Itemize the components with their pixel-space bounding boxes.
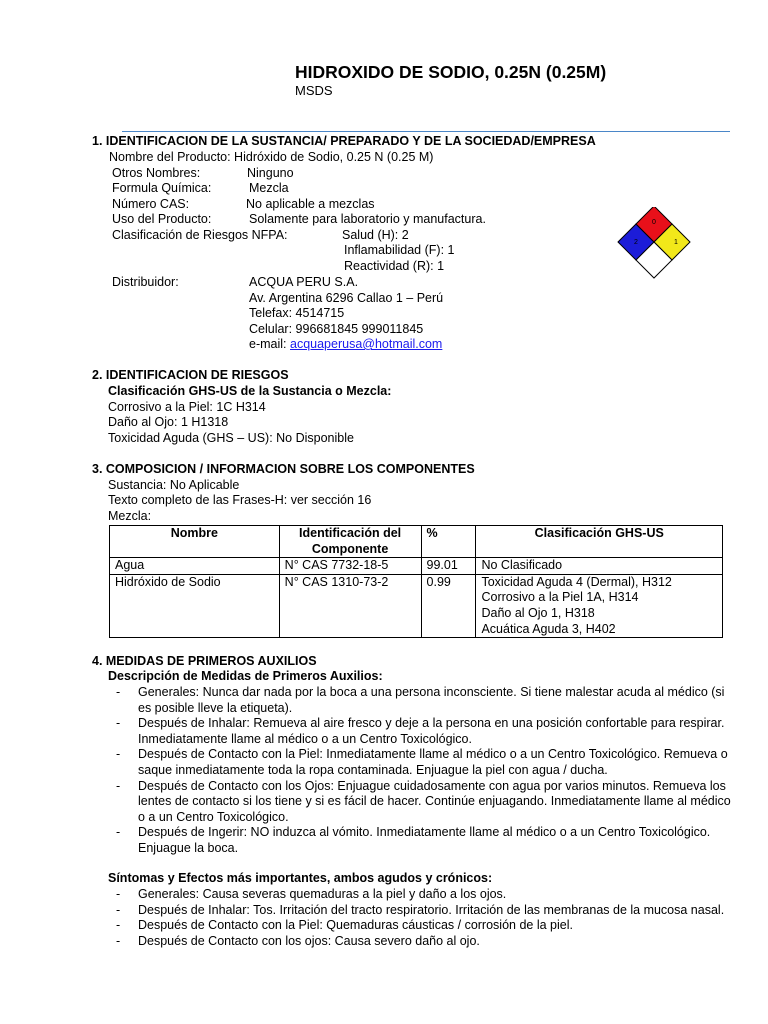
dash-bullet: -: [116, 685, 121, 699]
dash-bullet: -: [116, 933, 121, 948]
distributor-name: ACQUA PERU S.A.: [249, 275, 359, 289]
table-row: [110, 558, 723, 575]
distributor-cell: Celular: 996681845 999011845: [249, 322, 424, 336]
table-row: [110, 574, 723, 637]
section-2-heading: 2. IDENTIFICACION DE RIESGOS: [92, 368, 289, 382]
s2-line-1: Corrosivo a la Piel: 1C H314: [108, 400, 266, 414]
cas-label: Número CAS:: [112, 197, 190, 211]
email-link[interactable]: acquaperusa@hotmail.com: [290, 337, 443, 351]
list-item: - Después de Contacto con los ojos: Causa severo daño al ojo.: [116, 933, 480, 948]
table-header-cell: %: [421, 526, 476, 558]
use-label: Uso del Producto:: [112, 212, 212, 226]
distributor-phone: Telefax: 4514715: [249, 306, 345, 320]
s2-line-3: Toxicidad Aguda (GHS – US): No Disponible: [108, 431, 354, 445]
table-header-cell: Clasificación GHS-US: [476, 526, 723, 558]
list-item: - Generales: Causa severas quemaduras a la piel y daño a los ojos.: [116, 887, 507, 901]
document-subtitle: MSDS: [295, 83, 333, 98]
table-cell: [476, 574, 723, 637]
s2-line-2: Daño al Ojo: 1 H1318: [108, 415, 229, 429]
distributor-address: Av. Argentina 6296 Callao 1 – Perú: [249, 291, 444, 305]
table-cell: Hidróxido de Sodio: [110, 574, 280, 637]
nfpa-fire-value: 0: [652, 219, 656, 226]
table-cell: N° CAS 7732-18-5: [279, 558, 421, 575]
table-cell: Agua: [110, 558, 280, 575]
nfpa-reactivity: Reactividad (R): 1: [344, 259, 445, 273]
table-header-row: [110, 526, 723, 558]
dash-bullet: -: [116, 778, 121, 793]
ghs-line: Corrosivo a la Piel 1A, H314: [481, 590, 639, 605]
distributor-email-row: [249, 337, 442, 353]
nfpa-health: Salud (H): 2: [342, 228, 409, 242]
dash-bullet: -: [116, 902, 121, 917]
ghs-line: Acuática Aguda 3, H402: [481, 621, 616, 636]
table-cell: N° CAS 1310-73-2: [279, 574, 421, 637]
nfpa-diamond-icon: [614, 207, 694, 281]
list-item: - Después de Inhalar: Remueva al aire fresco y deje a la persona en una posición confortable para respirar. Inmediatamente llame al médico o a un Centro Toxicológico.: [116, 716, 725, 746]
nfpa-label: Clasificación de Riesgos NFPA:: [112, 228, 288, 242]
s3-line-1: Sustancia: No Aplicable: [108, 478, 240, 492]
section-3-heading: 3. COMPOSICION / INFORMACION SOBRE LOS COMPONENTES: [92, 462, 475, 476]
list-item: - Después de Contacto con la Piel: Inmediatamente llame al médico o a un Centro Toxicológico. Remueva o saque inmediatamente toda la ropa contaminada. Enjuague la piel con agua / ducha.: [116, 747, 728, 777]
table-cell: No Clasificado: [476, 558, 723, 575]
composition-table: [109, 525, 723, 638]
use-value: Solamente para laboratorio y manufactura.: [249, 212, 486, 226]
table-cell: 99.01: [421, 558, 476, 575]
list-item: - Después de Ingerir: NO induzca al vómito. Inmediatamente llame al médico o a un Centro Toxicológico. Enjuague la boca.: [116, 825, 711, 855]
cas-value: No aplicable a mezclas: [246, 197, 375, 211]
product-name: Nombre del Producto: Hidróxido de Sodio, 0.25 N (0.25 M): [109, 150, 434, 164]
table-header-cell: Identificación del Componente: [279, 526, 421, 558]
table-header-cell: Nombre: [110, 526, 280, 558]
list-item: - Después de Inhalar: Tos. Irritación del tracto respiratorio. Irritación de las membranas de la mucosa nasal.: [116, 902, 725, 917]
other-names-value: Ninguno: [247, 166, 294, 180]
section-1-heading: 1. IDENTIFICACION DE LA SUSTANCIA/ PREPARADO Y DE LA SOCIEDAD/EMPRESA: [92, 134, 596, 148]
distributor-label: Distribuidor:: [112, 275, 179, 289]
header-rule: [122, 131, 730, 132]
dash-bullet: -: [116, 918, 121, 933]
ghs-line: Daño al Ojo 1, H318: [481, 605, 595, 620]
formula-value: Mezcla: [249, 181, 289, 195]
first-aid-list: [109, 685, 739, 857]
symptoms-list: [109, 887, 739, 949]
list-item: - Generales: Nunca dar nada por la boca a una persona inconsciente. Si tiene malestar acuda al médico (si es posible lleve la etiqueta).: [116, 685, 725, 715]
document-title: HIDROXIDO DE SODIO, 0.25N (0.25M): [295, 62, 607, 82]
formula-label: Formula Química:: [112, 181, 212, 195]
table-cell: 0.99: [421, 574, 476, 637]
nfpa-reactivity-value: 1: [674, 239, 678, 246]
s3-line-2: Texto completo de las Frases-H: ver sección 16: [108, 493, 372, 507]
nfpa-health-value: 2: [634, 239, 638, 246]
nfpa-flammability: Inflamabilidad (F): 1: [344, 243, 455, 257]
list-item: - Después de Contacto con la Piel: Quemaduras cáusticas / corrosión de la piel.: [116, 918, 573, 933]
dash-bullet: -: [116, 747, 121, 762]
list-item: - Después de Contacto con los Ojos: Enjuague cuidadosamente con agua por varios minutos. Remueva los lentes de contacto si los tiene y si es fácil de hacer. Continúe enjuagando. Inmediatamente llame al médico o a un Centro Toxicológico.: [116, 778, 731, 824]
section-4-heading: 4. MEDIDAS DE PRIMEROS AUXILIOS: [92, 654, 317, 668]
section-4-subheading-2: Síntomas y Efectos más importantes, ambos agudos y crónicos:: [108, 871, 493, 885]
section-4-subheading-1: Descripción de Medidas de Primeros Auxilios:: [108, 669, 383, 683]
ghs-line: Toxicidad Aguda 4 (Dermal), H312: [481, 574, 672, 589]
s3-line-3: Mezcla:: [108, 509, 152, 523]
dash-bullet: -: [116, 825, 121, 840]
email-label: e-mail:: [249, 337, 287, 351]
dash-bullet: -: [116, 887, 121, 901]
dash-bullet: -: [116, 716, 121, 731]
section-2-subheading: Clasificación GHS-US de la Sustancia o Mezcla:: [108, 384, 392, 398]
other-names-label: Otros Nombres:: [112, 166, 201, 180]
